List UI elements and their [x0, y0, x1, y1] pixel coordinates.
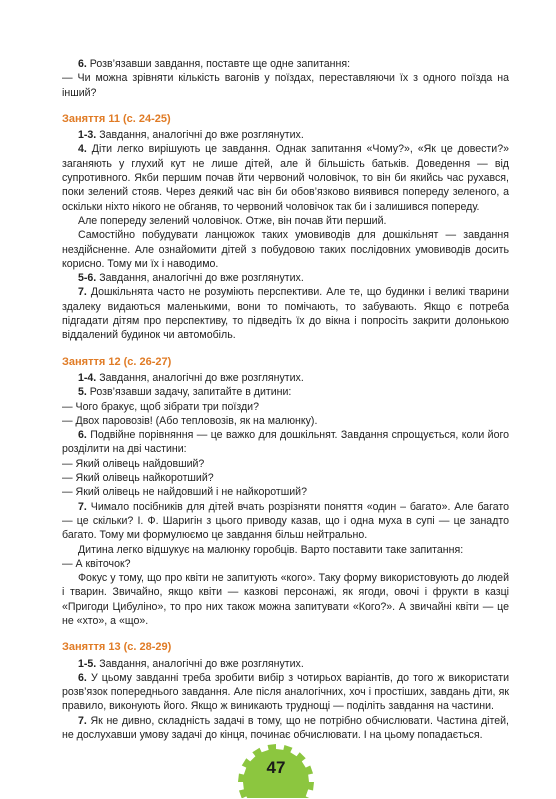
text-paragraph	[62, 414, 509, 428]
task-number: 7.	[78, 714, 87, 727]
paragraph-text: — Який олівець найкоротший?	[62, 472, 214, 485]
paragraph-text: — Двох паровозів! (Або тепловозів, як на малюнку).	[62, 414, 318, 427]
task-paragraph	[62, 671, 509, 714]
paragraph-text: Подвійне порівняння — це важко для дошкільнят. Завдання спрощується, коли його розділити на дві частини:	[62, 429, 509, 456]
task-paragraph	[62, 142, 509, 213]
task-paragraph	[62, 500, 509, 543]
paragraph-text: Дитина легко відшукує на малюнку горобців. Варто поставити таке запитання:	[78, 543, 464, 556]
task-paragraph	[62, 385, 509, 399]
task-number: 1-4.	[78, 371, 97, 384]
section-heading: Заняття 13 (с. 28-29)	[62, 641, 172, 654]
paragraph-text: Завдання, аналогічні до вже розглянутих.	[99, 129, 304, 142]
paragraph-text: Але попереду зелений чоловічок. Отже, він почав йти перший.	[78, 214, 387, 227]
text-paragraph	[62, 471, 509, 485]
task-paragraph	[62, 714, 509, 743]
text-paragraph	[62, 71, 509, 100]
section-heading: Заняття 11 (с. 24-25)	[62, 112, 171, 125]
paragraph-text: Розв’язавши завдання, поставте ще одне запитання:	[89, 58, 351, 70]
paragraph-text: Дошкільнята часто не розуміють перспективи. Але те, що будинки і великі тварини здалеку видаються маленькими, вони то помічають, то забувають. Якщо є потреба підгадати дітям про перспективу, то підведіть їх до вікна і попросіть закрити долонькою віддалений будинок чи автомобіль.	[62, 286, 509, 342]
task-paragraph	[62, 57, 509, 71]
page-content	[62, 57, 509, 742]
paragraph-text: Діти легко вирішують це завдання. Однак запитання «Чому?», «Як це довести?» заганяють у глухий кут не лише дітей, але й більшість батьків. Доведення — від супротивного. Якби першим почав йти червоний чоловічок, то він би якийсь час рухався, поки зелений стояв. Через деякий час він би обов’язково виявився попереду зеленого, а оскільки ніхто нікого не обганяв, то червоний чоловічок так би і залишився попереду.	[62, 143, 509, 213]
task-paragraph	[62, 128, 509, 142]
task-number: 5.	[78, 386, 87, 399]
text-paragraph	[62, 400, 509, 414]
task-number: 5-6.	[78, 272, 97, 285]
task-paragraph	[62, 657, 509, 671]
task-number: 6.	[78, 58, 87, 70]
text-paragraph	[62, 457, 509, 471]
page-number-badge	[236, 742, 316, 798]
text-paragraph	[62, 485, 509, 499]
paragraph-text: — Який олівець не найдовший і не найкоротший?	[62, 486, 307, 499]
page-number: 47	[266, 758, 286, 777]
paragraph-text: — А квіточок?	[62, 557, 131, 570]
task-number: 7.	[78, 500, 87, 513]
text-paragraph	[62, 214, 509, 228]
paragraph-text: У цьому завданні треба зробити вибір з чотирьох варіантів, до того ж використати розв’язок попереднього завдання. Але після аналогічних, хоч і простіших, завдань діти, як правило, виконують його. Якщо ж виникають труднощі — поділіть завдання на частини.	[62, 671, 509, 713]
text-paragraph	[62, 543, 509, 557]
paragraph-text: Чимало посібників для дітей вчать розрізняти поняття «один – багато». Але багато — це скільки? І. Ф. Шаригін з цього приводу казав, що і одна муха в супі — це занадто багато. Тому ми формулюємо це завдання більш нейтрально.	[62, 500, 509, 542]
text-paragraph	[62, 557, 509, 571]
paragraph-text: Розв’язавши задачу, запитайте в дитини:	[89, 386, 292, 399]
text-paragraph	[62, 228, 509, 271]
task-paragraph	[62, 428, 509, 457]
paragraph-text: Завдання, аналогічні до вже розглянутих.	[99, 657, 304, 670]
task-paragraph	[62, 371, 509, 385]
paragraph-text: — Чи можна зрівняти кількість вагонів у поїздах, переставляючи їх з одного поїзда на інший?	[62, 72, 509, 99]
paragraph-text: — Який олівець найдовший?	[62, 457, 205, 470]
task-number: 1-3.	[78, 129, 97, 142]
paragraph-text: Самостійно побудувати ланцюжок таких умовиводів для дошкільнят — завдання нездійсненне. Але ознайомити дітей з побудовою таких послідовних умовиводів досить корисно. Тому ми їх і наводимо.	[62, 229, 509, 270]
text-paragraph	[62, 571, 509, 628]
task-number: 6.	[78, 429, 87, 442]
task-paragraph	[62, 285, 509, 342]
paragraph-text: Фокус у тому, що про квіти не запитують «кого». Таку форму використовують до людей і тварин. Звичайно, якщо квіти — казкові персонажі, як ягоди, овочі і фрукти в казці «Пригоди Цибуліно», то про них також можна запитувати «Кого?». А звичайні квіти — це не «хто», а «що».	[62, 572, 509, 627]
task-paragraph	[62, 271, 509, 285]
paragraph-text: Як не дивно, складність задачі в тому, що не потрібно обчислювати. Частина дітей, не дослухавши умову задачі до кінця, починає обчислювати. І на цьому попадається.	[62, 714, 509, 742]
paragraph-text: Завдання, аналогічні до вже розглянутих.	[99, 371, 304, 384]
task-number: 4.	[78, 143, 87, 156]
task-number: 7.	[78, 286, 87, 299]
task-number: 6.	[78, 671, 87, 684]
paragraph-text: Завдання, аналогічні до вже розглянутих.	[99, 272, 304, 285]
task-number: 1-5.	[78, 657, 97, 670]
section-heading: Заняття 12 (с. 26-27)	[62, 355, 172, 368]
paragraph-text: — Чого бракує, щоб зібрати три поїзди?	[62, 400, 259, 413]
